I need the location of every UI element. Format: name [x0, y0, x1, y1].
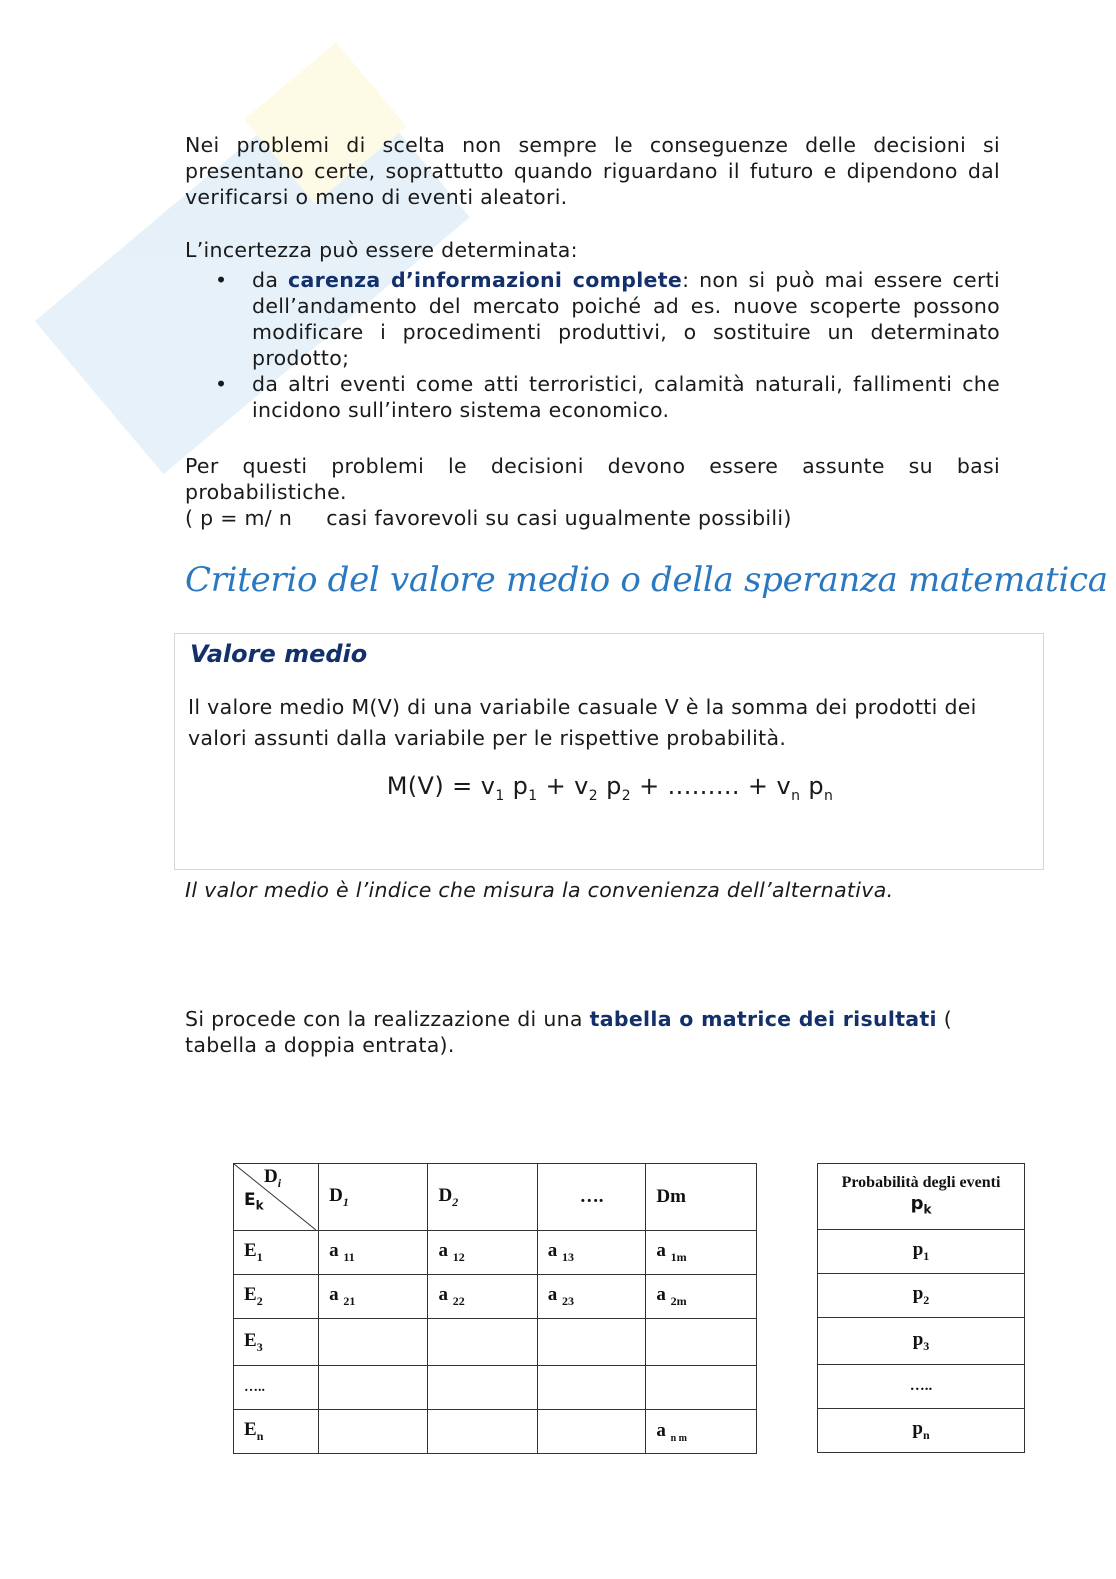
row-label: ….. [234, 1366, 319, 1410]
matrix-header-cell: Dm [646, 1164, 757, 1231]
matrix-cell: a $_{12}$ [428, 1231, 537, 1275]
matrix-cell: a $_{1m}$ [646, 1231, 757, 1275]
row-label: $E_1$ [234, 1231, 319, 1275]
probability-header-cell [818, 1164, 1025, 1230]
matrix-cell [646, 1319, 757, 1366]
matrix-cell [428, 1410, 537, 1454]
matrix-cell [319, 1410, 428, 1454]
probability-header-row [818, 1164, 1025, 1230]
note-text: Il valor medio è l’indice che misura la convenienza dell’alternativa. [185, 878, 894, 902]
section-heading: Criterio del valore medio o della speranza matematica [185, 560, 1108, 600]
table-row [234, 1366, 757, 1410]
probabilistic-line-2: probabilistiche. [185, 480, 347, 504]
matrix-corner-cell [234, 1164, 319, 1231]
procedure-paragraph: Si procede con la realizzazione di una tabella o matrice dei risultati ( tabella a doppia entrata). [185, 1007, 952, 1057]
matrix-cell [428, 1319, 537, 1366]
matrix-cell: a $_{22}$ [428, 1275, 537, 1319]
table-row [818, 1318, 1025, 1365]
corner-top-label: $D_i$ [264, 1166, 282, 1190]
matrix-cell: a $_{23}$ [537, 1275, 646, 1319]
results-matrix [233, 1163, 757, 1454]
table-row [818, 1409, 1025, 1453]
table-row [234, 1410, 757, 1454]
matrix-cell: a $_{2m}$ [646, 1275, 757, 1319]
matrix-header-row [234, 1164, 757, 1231]
table-row [818, 1274, 1025, 1318]
table-row [234, 1275, 757, 1319]
matrix-cell [646, 1366, 757, 1410]
table-row [234, 1319, 757, 1366]
table-row [818, 1365, 1025, 1409]
definition-text: Il valore medio M(V) di una variabile casuale V è la somma dei prodotti dei valori assunti dalla variabile per le rispettive probabilità. [188, 695, 977, 750]
matrix-cell [428, 1366, 537, 1410]
expected-value-formula: $M(V) = v_1$ $p_1 + v_2$ $p_2$ + ......... + $v_n$ $p_n$ [386, 772, 834, 804]
matrix-cell [537, 1366, 646, 1410]
matrix-cell [319, 1319, 428, 1366]
matrix-cell: a $_{13}$ [537, 1231, 646, 1275]
matrix-cell [319, 1366, 428, 1410]
matrix-header-cell: $D_1$ [319, 1164, 428, 1231]
row-label: $E_2$ [234, 1275, 319, 1319]
probability-header-label: Probabilità degli eventi [841, 1173, 1001, 1191]
uncertainty-list [215, 267, 1000, 423]
list-item: • da carenza d’informazioni complete: non si può mai essere certi dell’andamento del mercato poiché ad es. nuove scoperte possono modificare i procedimenti produttivi, o sostituire un determinato prodotto; [215, 267, 1000, 371]
table-row [234, 1231, 757, 1275]
probability-table [817, 1163, 1025, 1453]
probability-formula-line: ( p = m/ n casi favorevoli su casi ugualmente possibili) [185, 506, 792, 530]
probability-symbol: $p_k$ [910, 1192, 932, 1217]
table-row [818, 1230, 1025, 1274]
matrix-cell [537, 1319, 646, 1366]
probability-cell: ….. [818, 1365, 1025, 1409]
definition-box [174, 633, 1044, 870]
probability-cell: $p_1$ [818, 1230, 1025, 1274]
probabilistic-line-1: Per questi problemi le decisioni devono essere assunte su basi [185, 454, 1000, 478]
probability-cell: $p_n$ [818, 1409, 1025, 1453]
matrix-header-cell: …. [537, 1164, 646, 1231]
matrix-cell: a $_{n m}$ [646, 1410, 757, 1454]
matrix-cell [537, 1410, 646, 1454]
list-item: • da altri eventi come atti terroristici, calamità naturali, fallimenti che incidono sull’intero sistema economico. [215, 371, 1000, 423]
highlight-text: tabella o matrice dei risultati [589, 1007, 937, 1031]
intro-uncertainty-line: L’incertezza può essere determinata: [185, 238, 578, 262]
matrix-cell: a $_{11}$ [319, 1231, 428, 1275]
row-label: $E_3$ [234, 1319, 319, 1366]
highlight-text: carenza d’informazioni complete [288, 268, 683, 292]
box-title: Valore medio [190, 640, 368, 668]
probability-cell: $p_3$ [818, 1318, 1025, 1365]
matrix-header-cell: $D_2$ [428, 1164, 537, 1231]
corner-bottom-label: $E_k$ [244, 1190, 264, 1213]
matrix-cell: a $_{21}$ [319, 1275, 428, 1319]
row-label: $E_n$ [234, 1410, 319, 1454]
intro-paragraph: Nei problemi di scelta non sempre le conseguenze delle decisioni si presentano certe, soprattutto quando riguardano il futuro e dipendono dal verificarsi o meno di eventi aleatori. [185, 133, 1000, 209]
probability-cell: $p_2$ [818, 1274, 1025, 1318]
